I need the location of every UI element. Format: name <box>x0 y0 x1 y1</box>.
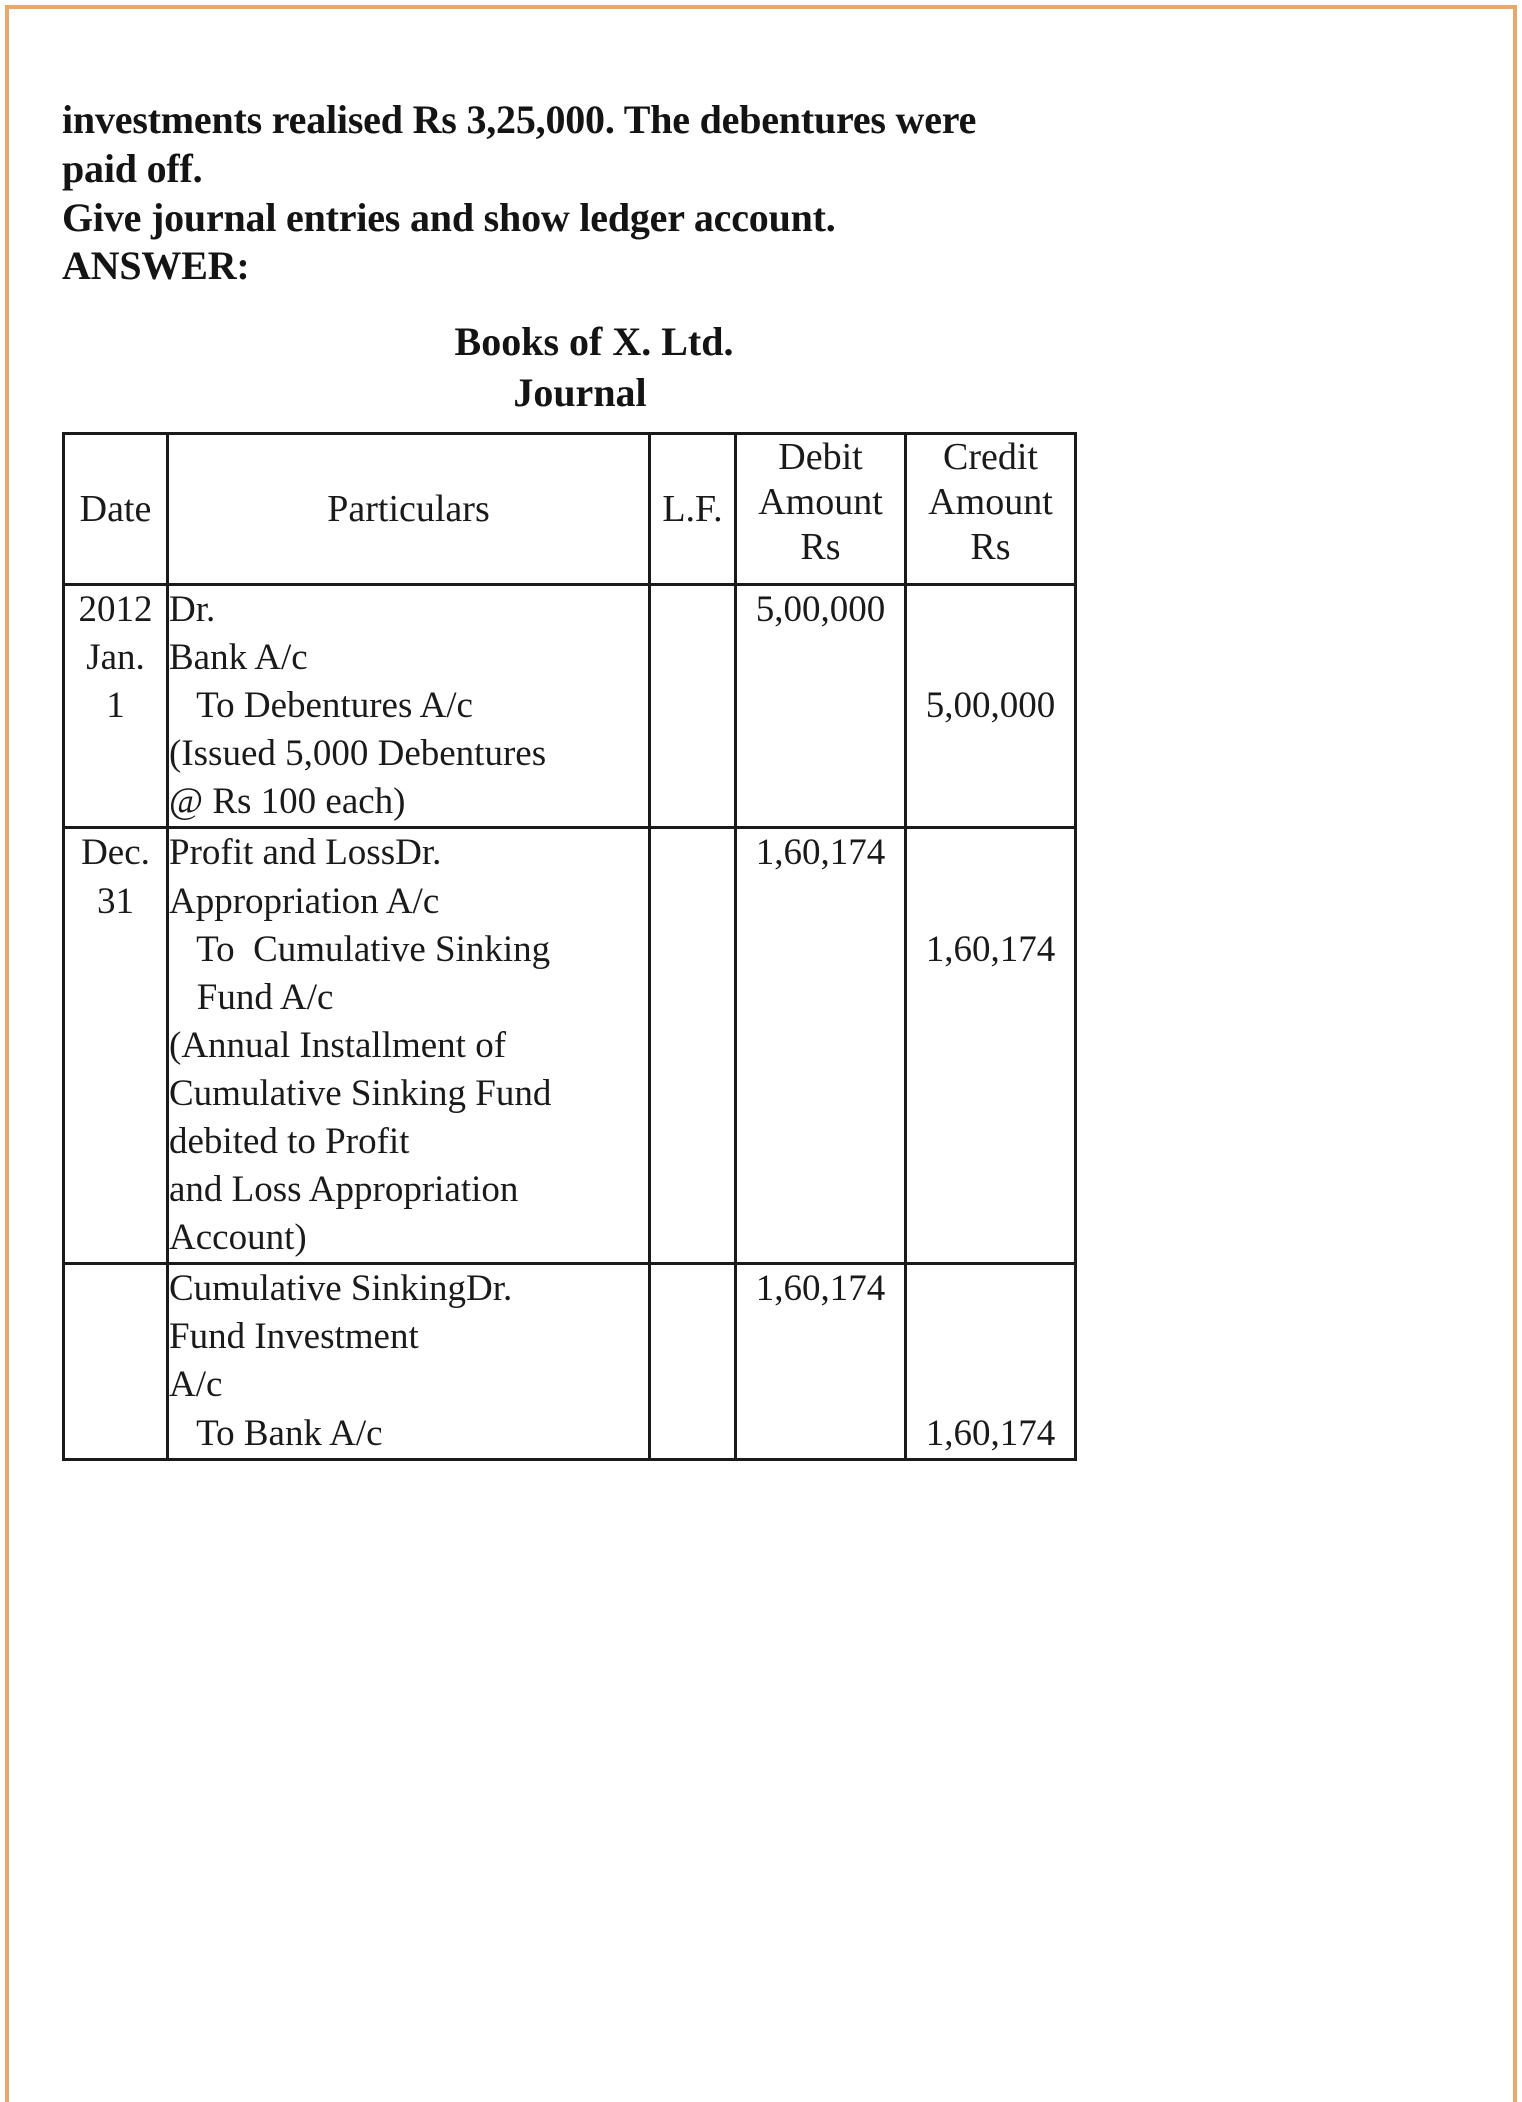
entry-particulars-line: To Debentures A/c <box>169 685 473 727</box>
intro-line-3: Give journal entries and show ledger account. <box>62 194 836 240</box>
debit-marker: Dr. <box>395 832 442 874</box>
entry-particulars-line: To Bank A/c <box>169 1412 383 1454</box>
entry-debit-cell <box>736 584 906 827</box>
entry-particulars-line: and Loss Appropriation <box>169 1169 519 1211</box>
header-credit-line-1: Credit <box>943 435 1038 478</box>
table-titles <box>62 317 1082 418</box>
header-particulars: Particulars <box>168 433 650 584</box>
answer-label: ANSWER: <box>62 243 250 289</box>
amount-value: 1,60,174 <box>755 1268 886 1310</box>
entry-particulars-cell <box>168 828 650 1264</box>
entry-particulars-line: Cumulative Sinking Fund <box>169 1072 552 1114</box>
entry-date-line: Jan. <box>86 637 145 679</box>
entry-particulars-line: Fund Investment <box>169 1316 419 1358</box>
header-debit-line-3: Rs <box>800 525 841 568</box>
intro-paragraph <box>62 96 1082 291</box>
entry-account-name: Profit and Loss <box>169 832 396 874</box>
header-credit-line-3: Rs <box>970 525 1011 568</box>
header-debit-amount <box>736 433 906 584</box>
entry-debit-cell <box>736 828 906 1264</box>
debit-marker: Dr. <box>169 588 216 630</box>
entry-credit-cell <box>906 1264 1076 1459</box>
entry-particulars-line <box>169 829 648 877</box>
entry-date-line: 31 <box>97 880 134 922</box>
header-lf: L.F. <box>650 433 736 584</box>
entry-date-line: 2012 <box>78 588 153 630</box>
header-credit-line-2: Amount <box>928 480 1053 523</box>
entry-date-cell <box>64 828 168 1264</box>
entry-particulars-line: (Issued 5,000 Debentures <box>169 733 547 775</box>
journal-entry-row <box>64 1264 1076 1459</box>
entry-date-line: 1 <box>106 685 125 727</box>
entry-particulars-line <box>169 586 648 634</box>
entry-particulars-line: Account) <box>169 1217 307 1259</box>
journal-table-body <box>64 584 1076 1459</box>
header-row <box>64 433 1076 584</box>
entry-lf-cell <box>650 1264 736 1459</box>
entry-particulars-cell <box>168 1264 650 1459</box>
entry-date-cell <box>64 584 168 827</box>
header-debit-line-2: Amount <box>758 480 883 523</box>
intro-line-2: paid off. <box>62 145 203 191</box>
entry-particulars-line: Appropriation A/c <box>169 880 440 922</box>
entry-particulars-line: Bank A/c <box>169 637 308 679</box>
amount-value: 5,00,000 <box>925 685 1056 727</box>
entry-date-cell <box>64 1264 168 1459</box>
header-date: Date <box>64 433 168 584</box>
entry-date-line: Dec. <box>81 832 150 874</box>
journal-title: Journal <box>513 369 647 415</box>
books-of-title: Books of X. Ltd. <box>454 319 734 365</box>
entry-particulars-line: debited to Profit <box>169 1121 410 1162</box>
entry-lf-cell <box>650 584 736 827</box>
entry-account-name: Cumulative Sinking <box>169 1268 467 1310</box>
entry-particulars-line: (Annual Installment of <box>169 1024 507 1066</box>
entry-credit-cell <box>906 828 1076 1264</box>
debit-marker: Dr. <box>466 1268 513 1310</box>
journal-table-header <box>64 433 1076 584</box>
header-debit-line-1: Debit <box>778 435 863 478</box>
amount-value: 5,00,000 <box>755 588 886 630</box>
entry-credit-cell <box>906 584 1076 827</box>
page-content <box>62 96 1082 1461</box>
entry-particulars-line <box>169 1265 648 1313</box>
entry-particulars-line: Fund A/c <box>169 976 334 1018</box>
journal-table <box>62 432 1077 1461</box>
entry-debit-cell <box>736 1264 906 1459</box>
header-credit-amount <box>906 433 1076 584</box>
journal-entry-row <box>64 828 1076 1264</box>
entry-particulars-line: A/c <box>169 1364 223 1406</box>
amount-value: 1,60,174 <box>925 928 1056 970</box>
journal-entry-row <box>64 584 1076 827</box>
entry-particulars-line: @ Rs 100 each) <box>169 781 406 823</box>
amount-value: 1,60,174 <box>755 832 886 874</box>
entry-lf-cell <box>650 828 736 1264</box>
entry-particulars-cell <box>168 584 650 827</box>
entry-particulars-line: To Cumulative Sinking <box>169 928 551 970</box>
intro-line-1: investments realised Rs 3,25,000. The debentures were <box>62 97 977 142</box>
amount-value: 1,60,174 <box>925 1412 1056 1454</box>
